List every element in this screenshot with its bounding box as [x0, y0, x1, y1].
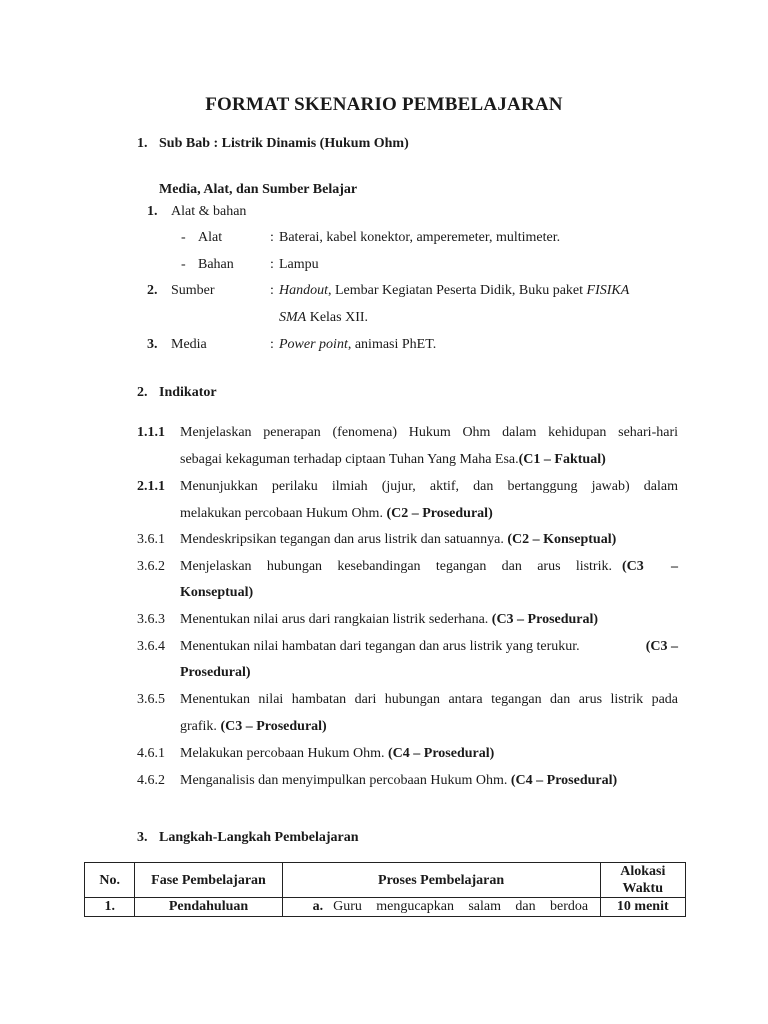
sumber-number: 2. — [147, 283, 158, 298]
indicator-text: Menjelaskan penerapan (fenomena) Hukum Ohm dalam kehidupan sehari-hari — [180, 425, 678, 440]
steps-table — [84, 862, 686, 917]
power-point-text: Power point — [279, 337, 348, 352]
section-2-number: 2. — [137, 385, 148, 400]
bahan-label: Bahan — [198, 257, 234, 272]
header-no: No. — [85, 863, 135, 898]
alat-dash: - — [181, 230, 186, 245]
indicator-tag: (C1 – Faktual) — [518, 452, 606, 467]
media-label: Media — [171, 337, 207, 352]
indicator-word: listrik. — [575, 559, 612, 574]
indicator-text-line2 — [180, 719, 327, 735]
header-alokasi: Alokasi Waktu — [600, 863, 685, 898]
indicator-text: Melakukan percobaan Hukum Ohm. — [180, 746, 388, 761]
indicator-number: 3.6.3 — [137, 612, 165, 627]
indicator-tag: (C3 – — [645, 639, 678, 654]
media-number: 3. — [147, 337, 158, 352]
indicator-text: Menunjukkan perilaku ilmiah (jujur, aktif, dan bertanggung jawab) dalam — [180, 479, 678, 494]
page-title: FORMAT SKENARIO PEMBELAJARAN — [205, 94, 563, 115]
media-colon: : — [270, 337, 274, 352]
indicator-number: 3.6.5 — [137, 692, 165, 707]
indicator-number: 3.6.1 — [137, 532, 165, 547]
indicator-tag-word: (C3 — [622, 559, 644, 574]
cell-proses-text: Guru mengucapkan salam dan berdoa — [333, 899, 589, 914]
indicator-word: dan — [501, 559, 522, 574]
indicator-text: Menentukan nilai hambatan dari hubungan antara tegangan dan arus listrik pada — [180, 692, 678, 707]
bahan-colon: : — [270, 257, 274, 272]
indicator-text-line2 — [180, 506, 493, 522]
alat-label: Alat — [198, 230, 223, 245]
indicator-text-line2 — [180, 452, 606, 468]
indicator-tag-line2: Konseptual) — [180, 585, 254, 600]
indicator-number: 4.6.1 — [137, 746, 165, 761]
indicator-tag-word: – — [671, 559, 678, 574]
alat-value: Baterai, kabel konektor, amperemeter, multimeter. — [279, 230, 561, 245]
indicator-text-line1 — [180, 612, 598, 628]
indicator-word: hubungan — [266, 559, 323, 574]
cell-proses-marker: a. — [312, 899, 324, 914]
bahan-value: Lampu — [279, 257, 319, 272]
animasi-text: , animasi PhET. — [347, 337, 437, 352]
handout-text: Handout — [279, 283, 328, 298]
header-proses: Proses Pembelajaran — [282, 863, 600, 898]
alat-bahan-label: Alat & bahan — [171, 204, 247, 219]
indicator-tag-line2: Prosedural) — [180, 665, 251, 680]
bahan-dash: - — [181, 257, 186, 272]
section-3-number: 3. — [137, 830, 148, 845]
indicator-text: sebagai kekaguman terhadap ciptaan Tuhan Yang Maha Esa. — [180, 452, 519, 467]
table-row — [85, 898, 686, 917]
fisika-text: FISIKA — [586, 283, 630, 298]
indicator-text-line1 — [180, 773, 617, 789]
indicator-tag: (C4 – Prosedural) — [510, 773, 618, 788]
indicator-tag — [622, 559, 678, 575]
table-header-row — [85, 863, 686, 898]
cell-waktu: 10 menit — [600, 898, 685, 917]
indicator-tag: (C3 – Prosedural) — [220, 719, 327, 734]
header-fase: Fase Pembelajaran — [135, 863, 282, 898]
indicator-text-line1 — [180, 746, 494, 762]
indicator-word: Menjelaskan — [180, 559, 252, 574]
indicator-tag: (C2 – Konseptual) — [507, 532, 617, 547]
sma-text: SMA — [279, 310, 307, 325]
indicator-number: 3.6.2 — [137, 559, 165, 574]
indicator-text-line1 — [180, 559, 678, 575]
media-value — [279, 337, 436, 353]
section-1-number: 1. — [137, 136, 148, 151]
indicator-tag: (C4 – Prosedural) — [388, 746, 495, 761]
sumber-value-line2 — [279, 310, 368, 326]
indicator-number: 4.6.2 — [137, 773, 165, 788]
indicator-tag: (C3 – Prosedural) — [491, 612, 599, 627]
indicator-number: 1.1.1 — [137, 425, 165, 440]
indicator-number: 3.6.4 — [137, 639, 165, 654]
kelas-text: Kelas XII. — [306, 310, 369, 325]
alat-colon: : — [270, 230, 274, 245]
indicator-text: grafik. — [180, 719, 221, 734]
indicator-word: kesebandingan — [337, 559, 421, 574]
indicator-word: tegangan — [435, 559, 487, 574]
indicator-text: melakukan percobaan Hukum Ohm. — [180, 506, 387, 521]
indicator-number: 2.1.1 — [137, 479, 165, 494]
indicator-text: Mendeskripsikan tegangan dan arus listrik dan satuannya. — [180, 532, 508, 547]
sumber-value-line1 — [279, 283, 629, 299]
cell-fase: Pendahuluan — [135, 898, 282, 917]
cell-proses — [282, 898, 600, 917]
indicator-text — [180, 559, 612, 575]
section-2-heading: Indikator — [159, 385, 217, 400]
indicator-text-line1 — [180, 532, 616, 548]
sumber-text: , Lembar Kegiatan Peserta Didik, Buku paket — [328, 283, 587, 298]
sumber-label: Sumber — [171, 283, 215, 298]
cell-no: 1. — [85, 898, 135, 917]
section-3-heading: Langkah-Langkah Pembelajaran — [159, 830, 359, 845]
indicator-text: Menganalisis dan menyimpulkan percobaan Hukum Ohm. — [180, 773, 511, 788]
media-heading: Media, Alat, dan Sumber Belajar — [159, 182, 358, 197]
indicator-word: arus — [537, 559, 561, 574]
section-1-heading: Sub Bab : Listrik Dinamis (Hukum Ohm) — [159, 136, 409, 151]
indicator-text-line1 — [180, 639, 678, 655]
indicator-text: Menentukan nilai arus dari rangkaian listrik sederhana. — [180, 612, 492, 627]
sumber-colon: : — [270, 283, 274, 298]
alat-bahan-number: 1. — [147, 204, 158, 219]
indicator-text: Menentukan nilai hambatan dari tegangan dan arus listrik yang terukur. — [180, 639, 580, 654]
indicator-tag: (C2 – Prosedural) — [386, 506, 493, 521]
